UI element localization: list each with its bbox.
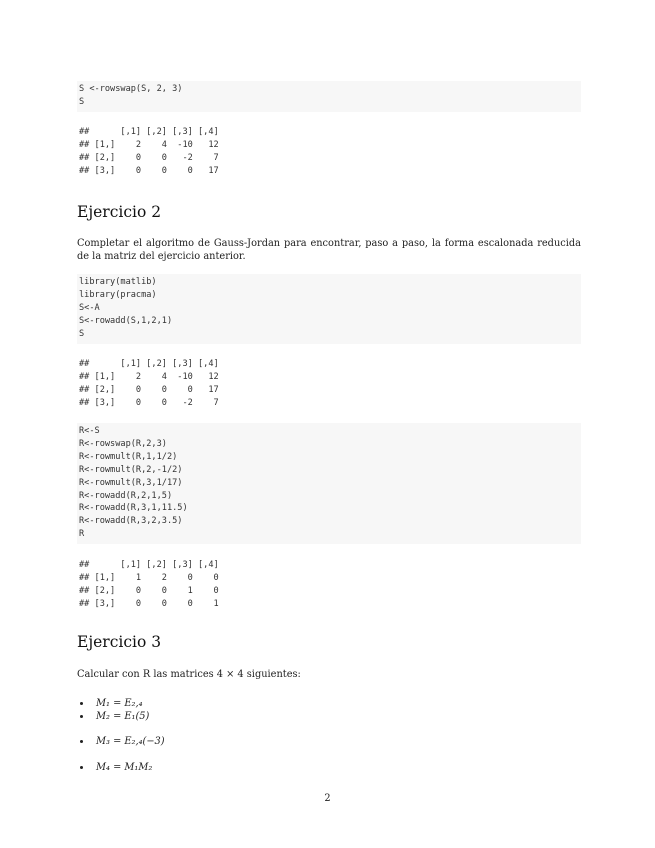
output-block-3 (77, 559, 219, 611)
section-heading-ejercicio-3: Ejercicio 3 (77, 633, 162, 651)
code-line: R<-rowmult(R,2,-1/2) (79, 464, 183, 475)
code-text: S (79, 96, 85, 107)
code-line: R<-rowadd(R,2,1,5) (79, 490, 173, 501)
output-line: ## [3,] 0 0 0 17 (79, 165, 219, 176)
output-line: ## [2,] 0 0 0 17 (79, 384, 219, 395)
code-block-gauss-setup (77, 274, 581, 344)
output-line: ## [,1] [,2] [,3] [,4] (79, 560, 219, 570)
exercise-2-text: Completar el algoritmo de Gauss-Jordan para encontrar, paso a paso, la forma escalonada reducida de la matriz del ejercicio anterior. (77, 238, 581, 263)
list-item: • M₄ = M₁M₂ (92, 762, 152, 775)
code-line: R (79, 529, 85, 540)
output-line: ## [3,] 0 0 -2 7 (79, 397, 219, 408)
page-number: 2 (324, 793, 331, 804)
list-item: • M₃ = E₂,₄(−3) (92, 736, 165, 749)
output-line: ## [3,] 0 0 0 1 (79, 598, 219, 609)
code-line (79, 96, 579, 109)
code-block-gauss-steps (77, 423, 581, 544)
code-line: S (79, 328, 85, 339)
code-line: R<-rowmult(R,1,1/2) (79, 451, 178, 462)
output-line: ## [,1] [,2] [,3] [,4] (79, 127, 219, 137)
output-line: ## [,1] [,2] [,3] [,4] (79, 359, 219, 369)
output-line: ## [2,] 0 0 1 0 (79, 585, 219, 596)
list-item: • M₁ = E₂,₄ (92, 698, 149, 711)
output-block-2 (77, 358, 219, 410)
matrix-list (77, 762, 152, 775)
code-line: R<-rowadd(R,3,2,3.5) (79, 516, 183, 527)
code-line (79, 83, 579, 96)
code-line: library(pracma) (79, 289, 157, 300)
list-item: • M₂ = E₁(5) (92, 711, 149, 724)
code-line: R<-rowmult(R,3,1/17) (79, 477, 183, 488)
code-line: S<-A (79, 302, 100, 313)
code-line: S<-rowadd(S,1,2,1) (79, 315, 173, 326)
section-heading-ejercicio-2: Ejercicio 2 (77, 203, 162, 221)
code-block-rowswap (77, 81, 581, 112)
output-block-1 (77, 126, 219, 178)
output-line: ## [1,] 2 4 -10 12 (79, 139, 219, 150)
output-line: ## [2,] 0 0 -2 7 (79, 152, 219, 163)
code-line: library(matlib) (79, 277, 157, 287)
code-line: R<-rowadd(R,3,1,11.5) (79, 503, 188, 514)
code-text: S <-rowswap(S, 2, 3) (79, 84, 183, 94)
code-line: R<-S (79, 426, 100, 436)
matrix-list (77, 698, 149, 723)
matrix-list (77, 736, 165, 749)
exercise-3-text: Calcular con R las matrices 4 × 4 siguientes: (77, 669, 301, 680)
code-line: R<-rowswap(R,2,3) (79, 438, 167, 449)
output-line: ## [1,] 1 2 0 0 (79, 572, 219, 583)
output-line: ## [1,] 2 4 -10 12 (79, 371, 219, 382)
